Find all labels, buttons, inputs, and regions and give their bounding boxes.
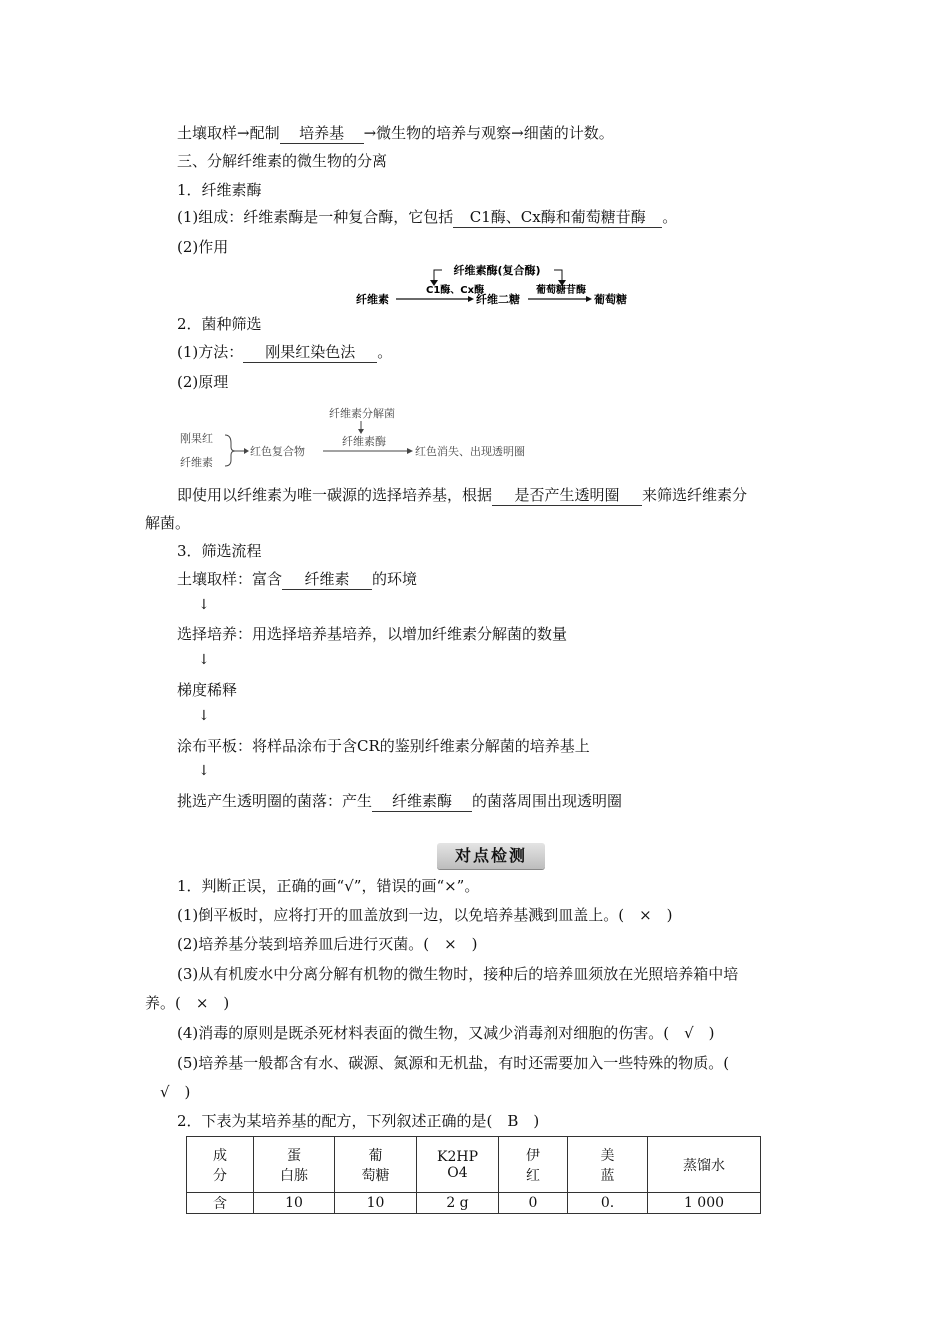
- check-banner: 对点检测: [437, 843, 545, 869]
- composition-line: [177, 207, 677, 228]
- explain-pre: 即使用以纤维素为唯一碳源的选择培养基，根据: [177, 486, 493, 504]
- method-post: 。: [377, 343, 393, 361]
- explain-post: 来筛选纤维素分: [642, 486, 748, 504]
- diagram-node-cellulose: 纤维素: [356, 293, 389, 306]
- sub-heading-enzyme: 1．纤维素酶: [177, 181, 262, 199]
- method-pre: (1)方法：: [177, 343, 244, 361]
- section-heading: 三、分解纤维素的微生物的分离: [177, 152, 388, 170]
- composition-blank: C1酶、Cx酶和葡萄糖苷酶: [453, 207, 662, 228]
- table-cell: 1 000: [648, 1193, 761, 1214]
- table-cell: 0: [499, 1193, 568, 1214]
- question-1d: (4)消毒的原则是既杀死材料表面的微生物，又减少消毒剂对细胞的伤害。( √ ): [177, 1024, 715, 1042]
- diagram-node-cellobiose: 纤维二糖: [476, 293, 520, 306]
- table-header-cell: 葡 萄糖: [335, 1137, 417, 1193]
- enzyme-action-diagram: [350, 262, 640, 310]
- soil-flow-blank: 培养基: [280, 123, 364, 144]
- method-blank: 刚果红染色法: [243, 342, 377, 363]
- step-pick-colonies: [177, 791, 622, 812]
- step-spread-plate: 涂布平板：将样品涂布于含CR的鉴别纤维素分解菌的培养基上: [177, 737, 590, 755]
- explain-cont: 解菌。: [145, 514, 191, 532]
- table-row: [187, 1193, 761, 1214]
- step5-blank: 纤维素酶: [372, 791, 472, 812]
- table-header-cell: 美 蓝: [568, 1137, 648, 1193]
- step5-pre: 挑选产生透明圈的菌落：产生: [177, 792, 373, 810]
- question-1a: (1)倒平板时，应将打开的皿盖放到一边，以免培养基溅到皿盖上。( × ): [177, 906, 673, 924]
- question-1c-line1: (3)从有机废水中分离分解有机物的微生物时，接种后的培养皿须放在光照培养箱中培: [177, 965, 739, 983]
- sub-heading-screening: 2．菌种筛选: [177, 315, 262, 333]
- medium-recipe-table: [186, 1136, 761, 1214]
- congo-red-principle-diagram: [175, 402, 575, 474]
- diagram-node-glucose: 葡萄糖: [594, 293, 627, 306]
- table-header-row: [187, 1137, 761, 1193]
- table-header-cell: 蛋 白胨: [254, 1137, 335, 1193]
- table-header-cell: 伊 红: [499, 1137, 568, 1193]
- flow-arrow-4: ↓: [198, 763, 210, 779]
- table-cell: 10: [335, 1193, 417, 1214]
- diagram-enzyme-c1cx: C1酶、Cx酶: [426, 285, 485, 296]
- diagram-enzyme-label: 纤维素酶: [342, 435, 386, 448]
- table-cell: 含: [187, 1193, 254, 1214]
- diagram-result-label: 红色消失、出现透明圈: [415, 445, 525, 458]
- table-cell: 0.: [568, 1193, 648, 1214]
- diagram-enzyme-glucosidase: 葡萄糖苷酶: [536, 285, 586, 296]
- diagram-cellulose-label: 纤维素: [180, 456, 213, 469]
- flow-arrow-1: ↓: [198, 597, 210, 613]
- diagram-top-label: 纤维素酶(复合酶): [453, 264, 541, 277]
- method-line: [177, 342, 392, 363]
- sub-heading-process: 3．筛选流程: [177, 542, 262, 560]
- table-header-cell: K2HP O4: [417, 1137, 499, 1193]
- table-header-cell: 成 分: [187, 1137, 254, 1193]
- step-soil-sampling: [177, 569, 417, 590]
- question-1c-line2: 养。( × ): [145, 994, 230, 1012]
- step1-post: 的环境: [372, 570, 418, 588]
- question-1e-line2: √ ): [160, 1083, 191, 1101]
- question-2: 2．下表为某培养基的配方，下列叙述正确的是( B ): [177, 1112, 540, 1130]
- table-header-cell: 蒸馏水: [648, 1137, 761, 1193]
- diagram-congo-red-label: 刚果红: [180, 432, 213, 445]
- explain-blank: 是否产生透明圈: [492, 485, 642, 506]
- flow-arrow-3: ↓: [198, 708, 210, 724]
- step5-post: 的菌落周围出现透明圈: [472, 792, 623, 810]
- soil-flow-line: [177, 123, 614, 144]
- composition-pre: (1)组成：纤维素酶是一种复合酶，它包括: [177, 208, 454, 226]
- question-1e-line1: (5)培养基一般都含有水、碳源、氮源和无机盐，有时还需要加入一些特殊的物质。(: [177, 1054, 730, 1072]
- step-selective-culture: 选择培养：用选择培养基培养，以增加纤维素分解菌的数量: [177, 625, 568, 643]
- function-label: (2)作用: [177, 238, 229, 256]
- soil-flow-pre: 土壤取样→配制: [177, 124, 280, 142]
- question-1b: (2)培养基分装到培养皿后进行灭菌。( × ): [177, 935, 478, 953]
- flow-arrow-2: ↓: [198, 652, 210, 668]
- table-cell: 2 g: [417, 1193, 499, 1214]
- diagram-red-complex-label: 红色复合物: [250, 445, 305, 458]
- principle-label: (2)原理: [177, 373, 229, 391]
- diagram-bacteria-label: 纤维素分解菌: [329, 407, 395, 420]
- step-gradient-dilution: 梯度稀释: [177, 681, 238, 699]
- table-cell: 10: [254, 1193, 335, 1214]
- step1-blank: 纤维素: [282, 569, 372, 590]
- soil-flow-post: →微生物的培养与观察→细菌的计数。: [363, 124, 614, 142]
- step1-pre: 土壤取样：富含: [177, 570, 283, 588]
- composition-post: 。: [662, 208, 678, 226]
- explain-line: [177, 485, 747, 506]
- question-1: 1．判断正误，正确的画“√”，错误的画“×”。: [177, 877, 480, 895]
